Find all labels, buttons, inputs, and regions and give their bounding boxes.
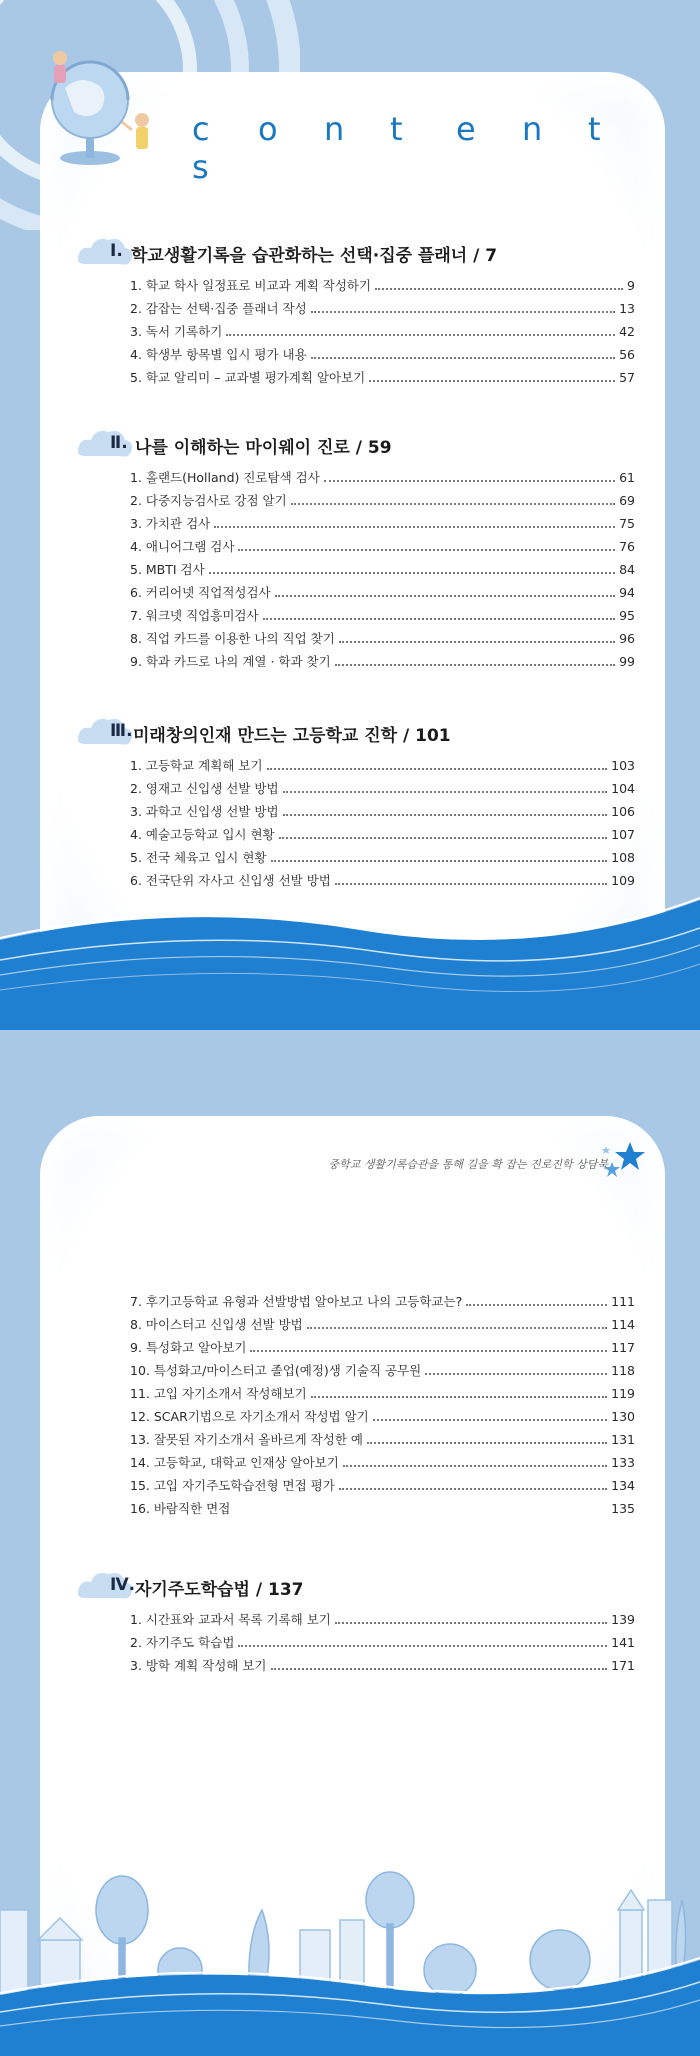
toc-item-page: 61 xyxy=(619,470,635,485)
toc-item-page: 104 xyxy=(611,781,635,796)
toc-item-page: 119 xyxy=(611,1386,635,1401)
toc-item-page: 9 xyxy=(627,278,635,293)
wave-decoration xyxy=(0,880,700,1030)
leader-dots xyxy=(367,1433,607,1444)
toc-item[interactable] xyxy=(130,1656,635,1679)
toc-item[interactable] xyxy=(130,779,635,802)
toc-item-label: 9. 학과 카드로 나의 계열 · 학과 찾기 xyxy=(130,654,331,669)
toc-item-page: 84 xyxy=(619,562,635,577)
toc-item[interactable] xyxy=(130,825,635,848)
leader-dots xyxy=(283,805,608,816)
globe-kids-illustration xyxy=(30,30,170,180)
toc-item-label: 7. 워크넷 직업흥미검사 xyxy=(130,608,259,623)
toc-item-label: 3. 방학 계획 작성해 보기 xyxy=(130,1658,267,1673)
toc-item-page: 108 xyxy=(611,850,635,865)
leader-dots xyxy=(271,851,608,862)
toc-item-label: 7. 후기고등학교 유형과 선발방법 알아보고 나의 고등학교는? xyxy=(130,1294,463,1309)
toc-item-label: 14. 고등학교, 대학교 인재상 알아보기 xyxy=(130,1455,339,1470)
section-number: Ⅱ. xyxy=(110,433,128,453)
toc-item[interactable] xyxy=(130,1315,635,1338)
leader-dots xyxy=(214,517,615,528)
leader-dots xyxy=(279,828,608,839)
toc-page-2 xyxy=(0,1030,700,2056)
toc-item-page: 135 xyxy=(611,1501,635,1516)
toc-item[interactable] xyxy=(130,1476,635,1499)
toc-item-page: 103 xyxy=(611,758,635,773)
toc-item-page: 134 xyxy=(611,1478,635,1493)
toc-item-page: 56 xyxy=(619,347,635,362)
toc-item-label: 15. 고입 자기주도학습전형 면접 평가 xyxy=(130,1478,335,1493)
leader-dots xyxy=(238,1636,607,1647)
leader-dots xyxy=(311,302,615,313)
toc-item-page: 109 xyxy=(611,873,635,888)
leader-dots xyxy=(226,325,615,336)
toc-item[interactable] xyxy=(130,537,635,560)
toc-item-label: 4. 예술고등학교 입시 현황 xyxy=(130,827,275,842)
toc-item[interactable] xyxy=(130,629,635,652)
section-3 xyxy=(75,714,635,894)
leader-dots xyxy=(324,471,615,482)
toc-item-label: 10. 특성화고/마이스터고 졸업(예정)생 기술직 공무원 xyxy=(130,1363,422,1378)
toc-item[interactable] xyxy=(130,299,635,322)
toc-item[interactable] xyxy=(130,1430,635,1453)
section-title: 미래창의인재 만드는 고등학교 진학 / 101 xyxy=(133,726,451,746)
toc-item-page: 106 xyxy=(611,804,635,819)
toc-item-label: 4. 학생부 항목별 입시 평가 내용 xyxy=(130,347,307,362)
cloud-icon xyxy=(75,234,135,270)
toc-item[interactable] xyxy=(130,345,635,368)
toc-item-label: 5. 전국 체육고 입시 현황 xyxy=(130,850,267,865)
toc-item-page: 96 xyxy=(619,631,635,646)
leader-dots xyxy=(271,1659,608,1670)
toc-item-label: 1. 시간표와 교과서 목록 기록해 보기 xyxy=(130,1612,331,1627)
contents-title: c o n t e n ts xyxy=(192,110,601,186)
toc-item-page: 133 xyxy=(611,1455,635,1470)
toc-item-label: 6. 커리어넷 직업적성검사 xyxy=(130,585,271,600)
leader-dots xyxy=(250,1341,607,1352)
toc-item-label: 2. 다중지능검사로 강점 알기 xyxy=(130,493,287,508)
section-2 xyxy=(75,426,635,675)
section-title: 나를 이해하는 마이웨이 진로 / 59 xyxy=(135,438,392,458)
toc-item-label: 1. 고등학교 계획해 보기 xyxy=(130,758,263,773)
leader-dots xyxy=(339,632,615,643)
section-title: 자기주도학습법 / 137 xyxy=(135,1580,304,1600)
toc-item-page: 13 xyxy=(619,301,635,316)
section-number: Ⅲ. xyxy=(110,721,133,741)
toc-item-label: 2. 영재고 신입생 선발 방법 xyxy=(130,781,279,796)
section-number: Ⅳ. xyxy=(110,1575,136,1595)
toc-item-page: 94 xyxy=(619,585,635,600)
toc-item-label: 13. 잘못된 자기소개서 올바르게 작성한 예 xyxy=(130,1432,363,1447)
toc-item-page: 95 xyxy=(619,608,635,623)
toc-item[interactable] xyxy=(130,583,635,606)
toc-item-label: 5. MBTI 검사 xyxy=(130,562,205,577)
toc-item-label: 3. 독서 기록하기 xyxy=(130,324,223,339)
toc-item-label: 2. 자기주도 학습법 xyxy=(130,1635,235,1650)
toc-item[interactable] xyxy=(130,1453,635,1476)
stars-icon xyxy=(598,1140,648,1184)
toc-item[interactable] xyxy=(130,468,635,491)
toc-item[interactable] xyxy=(130,560,635,583)
toc-item-label: 4. 애니어그램 검사 xyxy=(130,539,235,554)
town-wave-illustration xyxy=(0,1820,700,2056)
toc-item-label: 8. 직업 카드를 이용한 나의 직업 찾기 xyxy=(130,631,335,646)
toc-item-label: 8. 마이스터고 신입생 선발 방법 xyxy=(130,1317,303,1332)
section-1 xyxy=(75,234,635,391)
toc-item-page: 114 xyxy=(611,1317,635,1332)
section-title: 학교생활기록을 습관화하는 선택·집중 플래너 / 7 xyxy=(131,246,498,266)
toc-item[interactable] xyxy=(130,1292,635,1315)
toc-item-label: 5. 학교 알리미 – 교과별 평가계획 알아보기 xyxy=(130,370,366,385)
leader-dots xyxy=(311,1387,607,1398)
toc-item-label: 12. SCAR기법으로 자기소개서 작성법 알기 xyxy=(130,1409,369,1424)
toc-item-page: 111 xyxy=(611,1294,635,1309)
leader-dots xyxy=(234,1502,607,1513)
toc-item-page: 117 xyxy=(611,1340,635,1355)
toc-item-page: 130 xyxy=(611,1409,635,1424)
toc-item-page: 75 xyxy=(619,516,635,531)
toc-item[interactable] xyxy=(130,652,635,675)
toc-item-page: 57 xyxy=(619,370,635,385)
toc-item[interactable] xyxy=(130,1361,635,1384)
toc-item[interactable] xyxy=(130,491,635,514)
toc-item-page: 139 xyxy=(611,1612,635,1627)
book-tagline: 중학교 생활기록습관을 통해 길을 확 잡는 진로진학 상담북 xyxy=(328,1158,608,1171)
leader-dots xyxy=(335,655,615,666)
leader-dots xyxy=(425,1364,607,1375)
toc-item[interactable] xyxy=(130,1499,635,1522)
toc-item-label: 1. 학교 학사 일정표로 비교과 계획 작성하기 xyxy=(130,278,372,293)
toc-item[interactable] xyxy=(130,1633,635,1656)
leader-dots xyxy=(343,1456,607,1467)
toc-item[interactable] xyxy=(130,368,635,391)
toc-item-label: 9. 특성화고 알아보기 xyxy=(130,1340,247,1355)
toc-item-label: 3. 과학고 신입생 선발 방법 xyxy=(130,804,279,819)
leader-dots xyxy=(283,782,608,793)
toc-item-page: 171 xyxy=(611,1658,635,1673)
toc-item[interactable] xyxy=(130,1338,635,1361)
leader-dots xyxy=(335,1613,607,1624)
toc-item-label: 1. 홀랜드(Holland) 진로탐색 검사 xyxy=(130,470,320,485)
toc-item[interactable] xyxy=(130,322,635,345)
leader-dots xyxy=(373,1410,607,1421)
toc-item-label: 2. 감잡는 선택·집중 플래너 작성 xyxy=(130,301,307,316)
leader-dots xyxy=(267,759,608,770)
leader-dots xyxy=(291,494,615,505)
leader-dots xyxy=(369,371,615,382)
leader-dots xyxy=(263,609,616,620)
leader-dots xyxy=(339,1479,607,1490)
leader-dots xyxy=(466,1295,607,1306)
toc-item[interactable] xyxy=(130,276,635,299)
toc-item[interactable] xyxy=(130,1610,635,1633)
toc-item[interactable] xyxy=(130,756,635,779)
toc-item-label: 3. 가치관 검사 xyxy=(130,516,211,531)
section-number: Ⅰ. xyxy=(110,241,123,261)
leader-dots xyxy=(307,1318,607,1329)
toc-item[interactable] xyxy=(130,606,635,629)
section-3-continued xyxy=(75,1292,635,1522)
toc-item-page: 69 xyxy=(619,493,635,508)
leader-dots xyxy=(311,348,615,359)
toc-item-label: 16. 바람직한 면접 xyxy=(130,1501,231,1516)
toc-item[interactable] xyxy=(130,514,635,537)
leader-dots xyxy=(375,279,623,290)
toc-item[interactable] xyxy=(130,1384,635,1407)
toc-item-page: 42 xyxy=(619,324,635,339)
leader-dots xyxy=(238,540,615,551)
toc-item-page: 118 xyxy=(611,1363,635,1378)
toc-item-page: 107 xyxy=(611,827,635,842)
toc-item[interactable] xyxy=(130,802,635,825)
toc-item-page: 141 xyxy=(611,1635,635,1650)
section-4 xyxy=(75,1568,635,1679)
toc-item-page: 99 xyxy=(619,654,635,669)
toc-item-page: 131 xyxy=(611,1432,635,1447)
toc-item-label: 11. 고입 자기소개서 작성해보기 xyxy=(130,1386,307,1401)
toc-item[interactable] xyxy=(130,848,635,871)
leader-dots xyxy=(275,586,615,597)
toc-item-label: 6. 전국단위 자사고 신입생 선발 방법 xyxy=(130,873,331,888)
toc-item-page: 76 xyxy=(619,539,635,554)
toc-item[interactable] xyxy=(130,1407,635,1430)
leader-dots xyxy=(209,563,615,574)
